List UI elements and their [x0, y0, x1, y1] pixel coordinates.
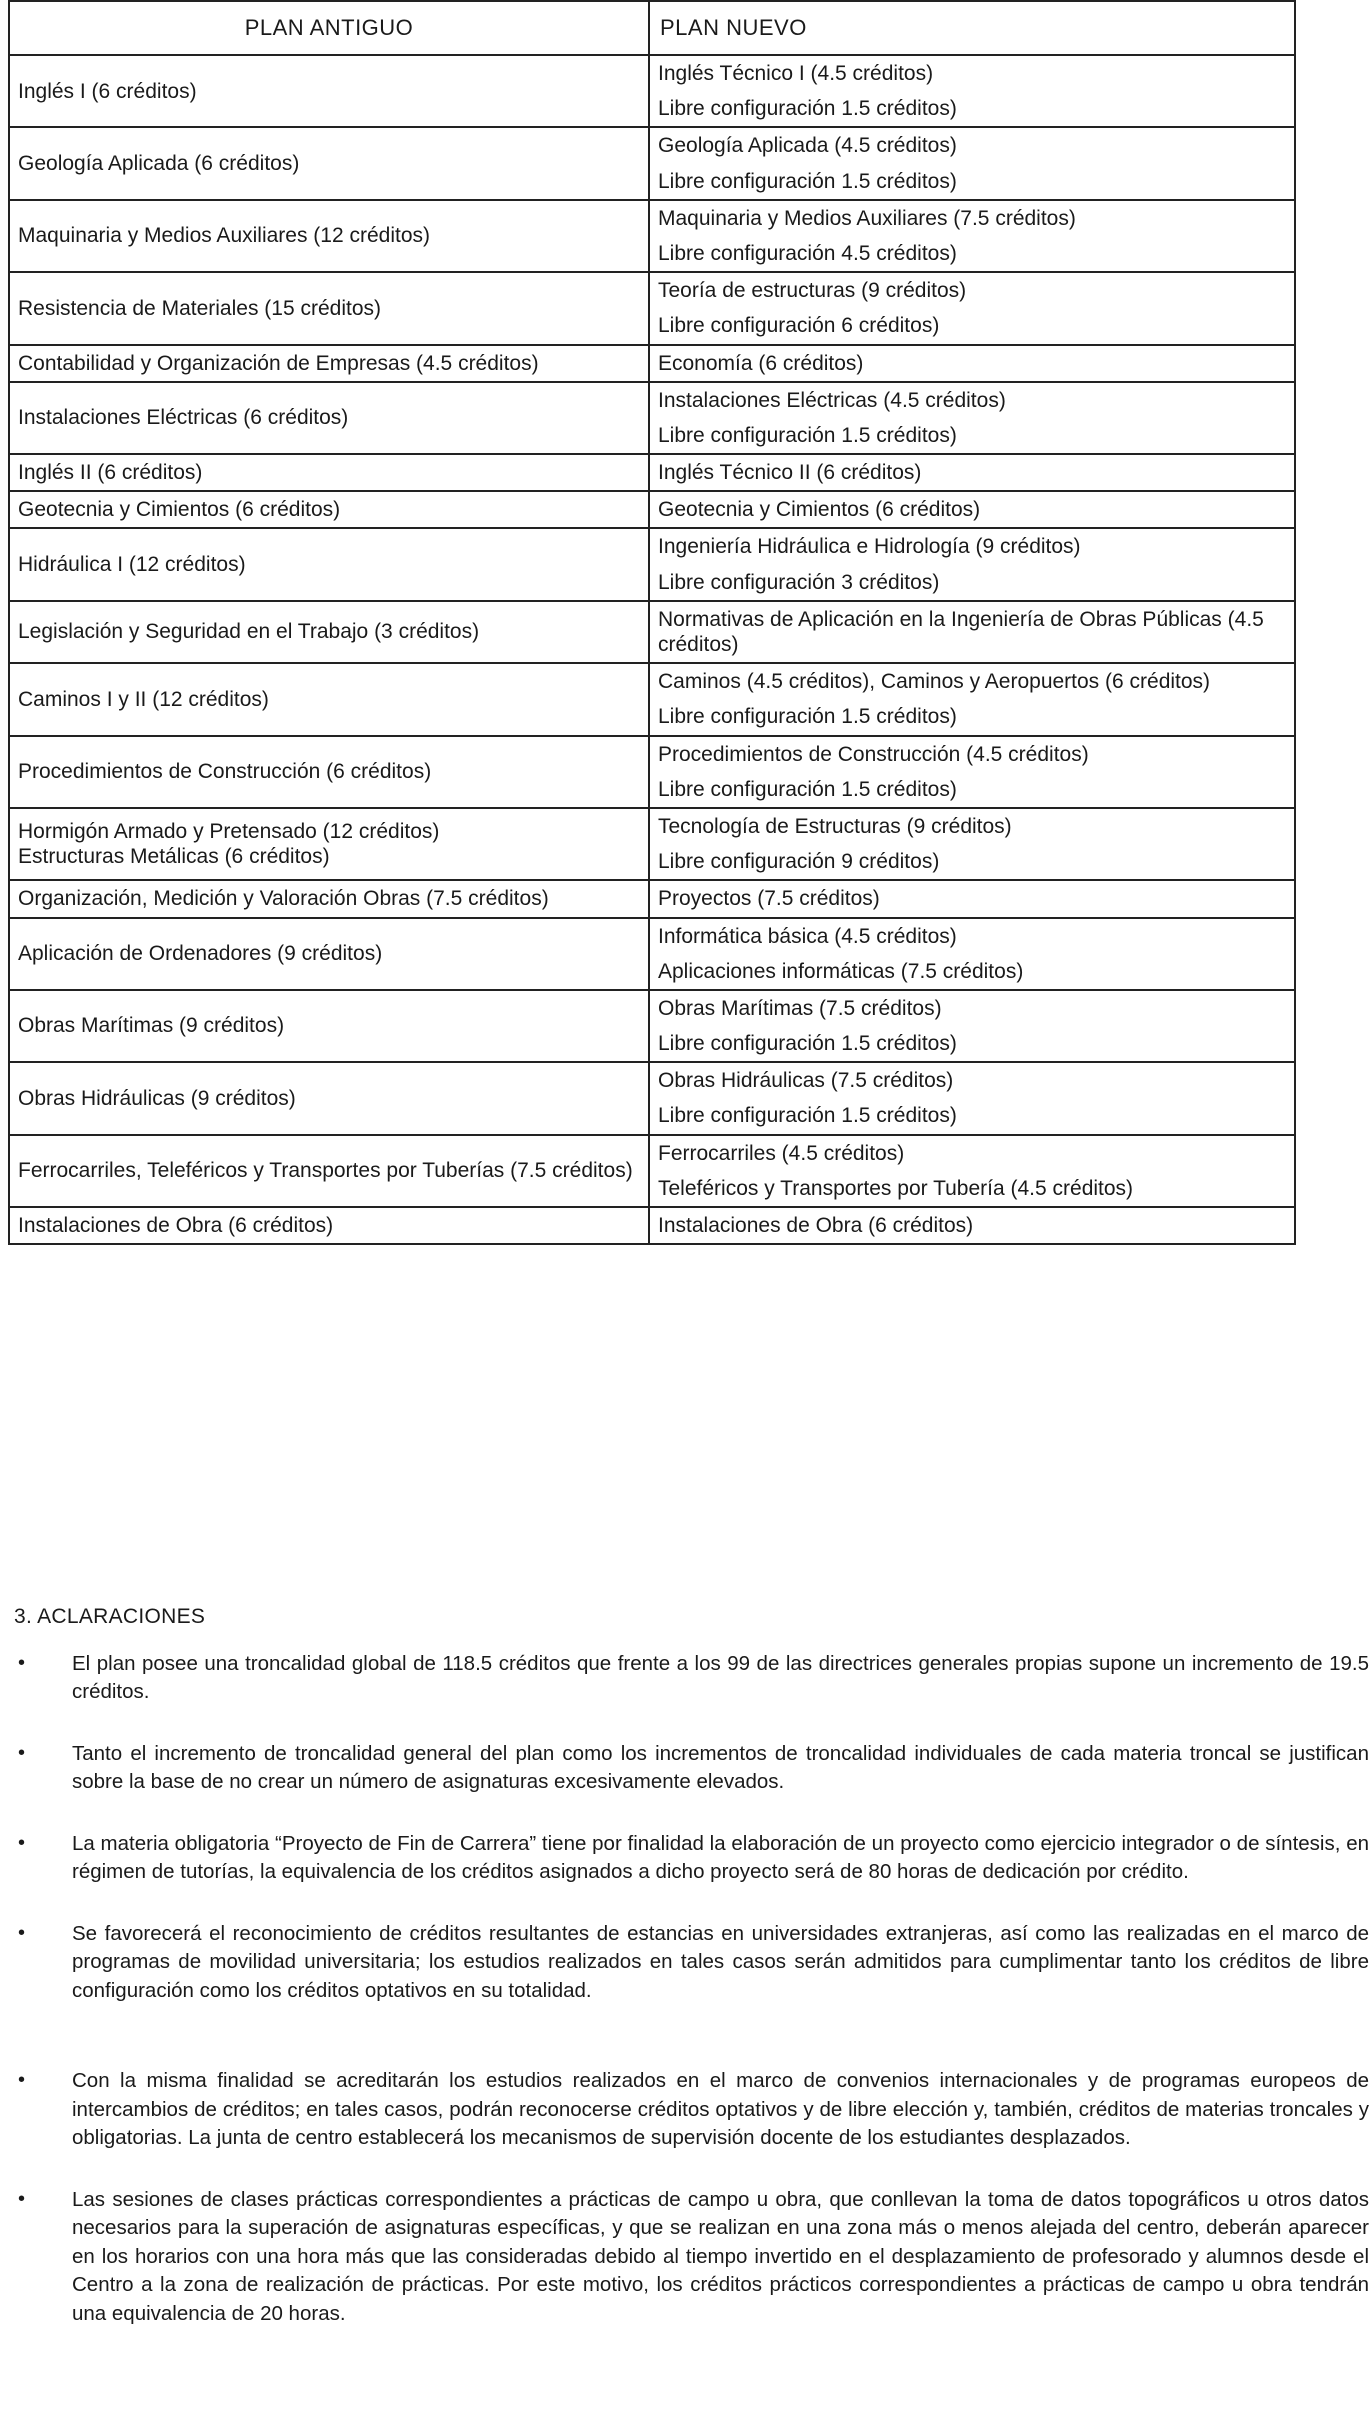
new-course-text: Obras Marítimas (7.5 créditos): [658, 996, 942, 1020]
cell-plan-nuevo: [649, 382, 1295, 454]
new-course-text: Aplicaciones informáticas (7.5 créditos): [658, 959, 1024, 983]
cell-plan-antiguo: [9, 736, 649, 808]
cell-plan-nuevo: [649, 663, 1295, 735]
new-course-text: Instalaciones de Obra (6 créditos): [658, 1214, 974, 1237]
new-course-text: Teleféricos y Transportes por Tubería (4.5 créditos): [658, 1176, 1134, 1200]
cell-plan-nuevo: [649, 1135, 1295, 1207]
table-row: [9, 808, 1295, 880]
cell-plan-nuevo: [649, 127, 1295, 199]
old-course-text: Organización, Medición y Valoración Obras (7.5 créditos): [18, 887, 549, 911]
clarification-item: [14, 1740, 1369, 1797]
clarification-text: Tanto el incremento de troncalidad general del plan como los incrementos de troncalidad individuales de cada materia troncal se justifican sobre la base de no crear un número de asignaturas excesivamente elevados.: [72, 1741, 1369, 1794]
table-row: [9, 454, 1295, 491]
cell-plan-nuevo: [649, 1207, 1295, 1244]
table-row: [9, 491, 1295, 528]
cell-plan-antiguo: [9, 127, 649, 199]
old-course-text: Resistencia de Materiales (15 créditos): [18, 296, 381, 320]
table-row: [9, 990, 1295, 1062]
new-course-text: Informática básica (4.5 créditos): [658, 924, 957, 948]
table-row: [9, 272, 1295, 344]
clarification-text: El plan posee una troncalidad global de 118.5 créditos que frente a los 99 de las directrices generales propias supone un incremento de 19.5 créditos.: [72, 1652, 1369, 1704]
bullet-icon: •: [18, 1831, 26, 1854]
old-course-text: Instalaciones Eléctricas (6 créditos): [18, 406, 349, 430]
table-row: [9, 601, 1295, 663]
cell-plan-nuevo: [649, 491, 1295, 528]
new-course-text: Libre configuración 1.5 créditos): [658, 97, 957, 121]
new-course-text: Libre configuración 1.5 créditos): [658, 1032, 957, 1056]
cell-plan-nuevo: [649, 454, 1295, 491]
cell-plan-nuevo: [649, 990, 1295, 1062]
clarification-item: [14, 2186, 1369, 2328]
cell-plan-antiguo: [9, 55, 649, 127]
clarification-text: Con la misma finalidad se acreditarán los estudios realizados en el marco de convenios internacionales y de programas europeos de intercambios de créditos; en tales casos, podrán reconocerse créditos optativos y de libre elección y, también, créditos de materias troncales y obligatorias. La junta de centro establecerá los mecanismos de supervisión docente de los estudiantes desplazados.: [72, 2069, 1369, 2150]
bullet-icon: •: [18, 2069, 26, 2092]
new-course-text: Procedimientos de Construcción (4.5 créditos): [658, 742, 1089, 766]
new-course-text: Ingeniería Hidráulica e Hidrología (9 créditos): [658, 535, 1081, 559]
bullet-icon: •: [18, 1652, 26, 1674]
clarifications-list: [14, 1650, 1369, 2361]
cell-plan-antiguo: [9, 808, 649, 880]
cell-plan-antiguo: [9, 491, 649, 528]
clarification-text: La materia obligatoria “Proyecto de Fin de Carrera” tiene por finalidad la elaboración de un proyecto como ejercicio integrador o de síntesis, en régimen de tutorías, la equivalencia de los créditos asignados a dicho proyecto será de 80 horas de dedicación por crédito.: [72, 1831, 1369, 1884]
new-course-text: Libre configuración 4.5 créditos): [658, 241, 957, 265]
old-course-text: Hormigón Armado y Pretensado (12 créditos): [18, 819, 440, 843]
cell-plan-nuevo: [649, 918, 1295, 990]
old-course-text: Obras Marítimas (9 créditos): [18, 1014, 285, 1038]
new-course-text: Obras Hidráulicas (7.5 créditos): [658, 1069, 954, 1093]
new-course-text: Libre configuración 1.5 créditos): [658, 423, 957, 447]
old-course-text: Aplicación de Ordenadores (9 créditos): [18, 942, 383, 966]
new-course-text: Caminos (4.5 créditos), Caminos y Aeropuertos (6 créditos): [658, 670, 1211, 694]
bullet-icon: •: [18, 1741, 26, 1764]
table-row: [9, 1062, 1295, 1134]
old-course-text: Maquinaria y Medios Auxiliares (12 créditos): [18, 224, 431, 248]
cell-plan-antiguo: [9, 345, 649, 382]
new-course-text: Libre configuración 1.5 créditos): [658, 705, 957, 729]
new-course-text: Proyectos (7.5 créditos): [658, 887, 880, 911]
cell-plan-antiguo: [9, 272, 649, 344]
cell-plan-antiguo: [9, 382, 649, 454]
old-course-text: Geotecnia y Cimientos (6 créditos): [18, 498, 341, 522]
new-course-text: Libre configuración 6 créditos): [658, 314, 940, 338]
new-course-text: Libre configuración 1.5 créditos): [658, 1104, 957, 1128]
header-plan-nuevo: PLAN NUEVO: [649, 1, 1295, 55]
clarification-item: [14, 1920, 1369, 2005]
old-course-text: Legislación y Seguridad en el Trabajo (3 créditos): [18, 620, 480, 644]
cell-plan-antiguo: [9, 1207, 649, 1244]
old-course-text: Estructuras Metálicas (6 créditos): [18, 845, 330, 869]
new-course-text: Geotecnia y Cimientos (6 créditos): [658, 498, 981, 522]
table-row: [9, 663, 1295, 735]
table-row: [9, 918, 1295, 990]
new-course-text: Economía (6 créditos): [658, 351, 864, 375]
table-row: [9, 127, 1295, 199]
cell-plan-nuevo: [649, 808, 1295, 880]
new-course-text: Tecnología de Estructuras (9 créditos): [658, 814, 1012, 838]
new-course-text: Ferrocarriles (4.5 créditos): [658, 1141, 905, 1165]
clarification-item: [14, 1830, 1369, 1887]
header-plan-antiguo: PLAN ANTIGUO: [9, 1, 649, 55]
new-course-text: Maquinaria y Medios Auxiliares (7.5 créditos): [658, 206, 1076, 230]
cell-plan-nuevo: [649, 736, 1295, 808]
cell-plan-antiguo: [9, 880, 649, 917]
new-course-text: Instalaciones Eléctricas (4.5 créditos): [658, 388, 1006, 412]
clarification-item: [14, 2067, 1369, 2152]
cell-plan-nuevo: [649, 1062, 1295, 1134]
old-course-text: Hidráulica I (12 créditos): [18, 553, 246, 577]
cell-plan-nuevo: [649, 272, 1295, 344]
new-course-text: Libre configuración 1.5 créditos): [658, 777, 957, 801]
table-row: [9, 382, 1295, 454]
cell-plan-nuevo: [649, 601, 1295, 663]
table-row: [9, 55, 1295, 127]
cell-plan-nuevo: [649, 200, 1295, 272]
old-course-text: Obras Hidráulicas (9 créditos): [18, 1086, 296, 1110]
plan-comparison-table: [8, 0, 1296, 1245]
old-course-text: Geología Aplicada (6 créditos): [18, 151, 300, 175]
table-row: [9, 528, 1295, 600]
cell-plan-antiguo: [9, 454, 649, 491]
new-course-text: Geología Aplicada (4.5 créditos): [658, 134, 957, 158]
cell-plan-antiguo: [9, 601, 649, 663]
cell-plan-nuevo: [649, 528, 1295, 600]
new-course-text: Normativas de Aplicación en la Ingeniería de Obras Públicas (4.5 créditos): [658, 607, 1264, 656]
clarification-text: Se favorecerá el reconocimiento de créditos resultantes de estancias en universidades extranjeras, así como las realizadas en el marco de programas de movilidad universitaria; los estudios realizados en tales casos serán admitidos para cumplimentar tanto los créditos de libre configuración como los créditos optativos en su totalidad.: [72, 1921, 1369, 2002]
cell-plan-antiguo: [9, 918, 649, 990]
plan-table-body: [9, 55, 1295, 1244]
old-course-text: Caminos I y II (12 créditos): [18, 687, 269, 711]
clarification-text: Las sesiones de clases prácticas correspondientes a prácticas de campo u obra, que conllevan la toma de datos topográficos u otros datos necesarios para la superación de asignaturas específicas, y que se realizan en una zona más o menos alejada del centro, deberán aparecer en los horarios con una hora más que las consideradas debido al tiempo invertido en el desplazamiento de profesorado y alumnos desde el Centro a la zona de realización de prácticas. Por este motivo, los créditos prácticos correspondientes a prácticas de campo u obra tendrán una equivalencia de 20 horas.: [72, 2187, 1369, 2325]
old-course-text: Procedimientos de Construcción (6 créditos): [18, 760, 432, 784]
table-row: [9, 345, 1295, 382]
cell-plan-antiguo: [9, 528, 649, 600]
clarification-item: [14, 1650, 1369, 1707]
new-course-text: Libre configuración 1.5 créditos): [658, 169, 957, 193]
cell-plan-nuevo: [649, 880, 1295, 917]
table-header-row: [9, 1, 1295, 55]
cell-plan-antiguo: [9, 1135, 649, 1207]
table-row: [9, 880, 1295, 917]
old-course-text: Ferrocarriles, Teleféricos y Transportes por Tuberías (7.5 créditos): [18, 1159, 633, 1183]
cell-plan-nuevo: [649, 55, 1295, 127]
table-row: [9, 736, 1295, 808]
bullet-icon: •: [18, 2187, 26, 2210]
old-course-text: Inglés I (6 créditos): [18, 79, 197, 103]
cell-plan-antiguo: [9, 663, 649, 735]
cell-plan-antiguo: [9, 1062, 649, 1134]
old-course-text: Contabilidad y Organización de Empresas (4.5 créditos): [18, 351, 539, 375]
table-row: [9, 1207, 1295, 1244]
table-row: [9, 1135, 1295, 1207]
new-course-text: Libre configuración 9 créditos): [658, 850, 940, 874]
table-row: [9, 200, 1295, 272]
new-course-text: Inglés Técnico II (6 créditos): [658, 461, 922, 485]
old-course-text: Inglés II (6 créditos): [18, 461, 203, 485]
cell-plan-nuevo: [649, 345, 1295, 382]
new-course-text: Inglés Técnico I (4.5 créditos): [658, 62, 934, 85]
bullet-icon: •: [18, 1921, 26, 1944]
new-course-text: Teoría de estructuras (9 créditos): [658, 279, 967, 303]
clarifications-title: 3. ACLARACIONES: [14, 1605, 206, 1628]
cell-plan-antiguo: [9, 990, 649, 1062]
cell-plan-antiguo: [9, 200, 649, 272]
new-course-text: Libre configuración 3 créditos): [658, 570, 940, 594]
old-course-text: Instalaciones de Obra (6 créditos): [18, 1214, 334, 1237]
